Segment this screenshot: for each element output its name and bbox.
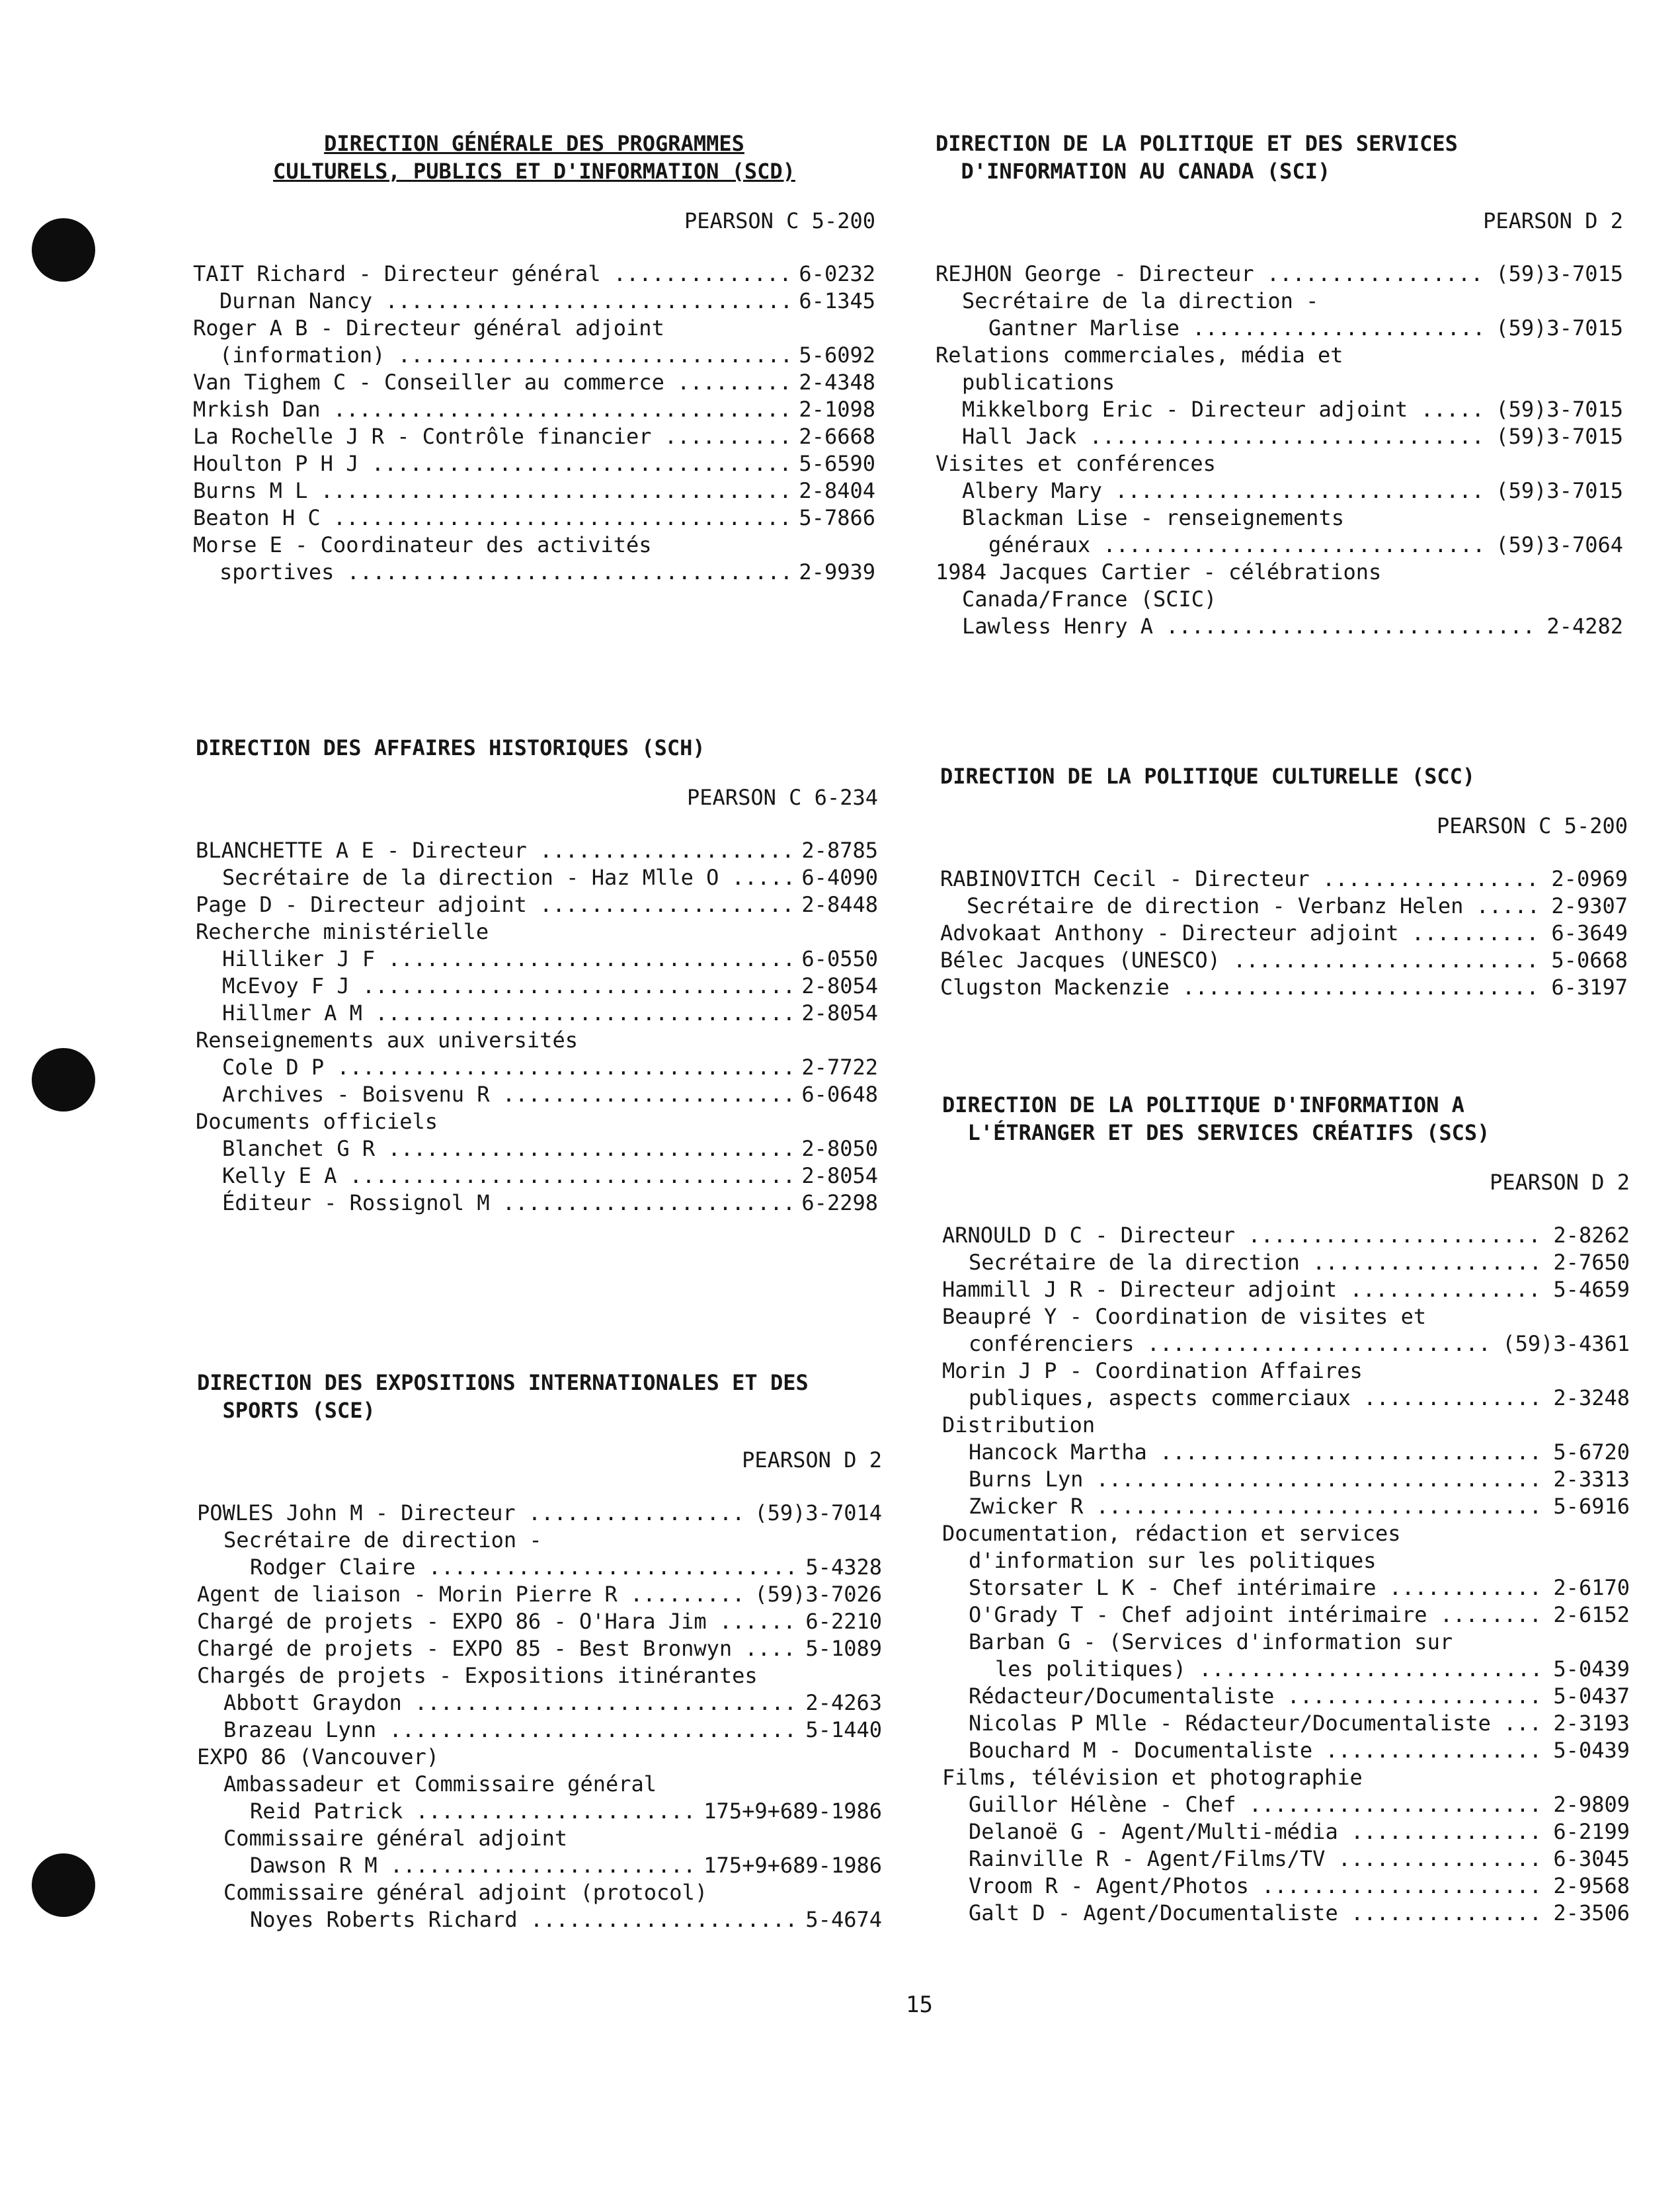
directory-entry [193, 505, 875, 532]
entry-name: Chargé de projets - EXPO 85 - Best Bronwyn ..... [197, 1635, 796, 1662]
directory-entry [196, 837, 878, 864]
entry-name: Brazeau Lynn ..... [223, 1717, 796, 1744]
directory-entry [193, 532, 875, 559]
page-number: 15 [906, 1992, 933, 2018]
directory-entry [193, 342, 875, 369]
entry-phone: 2-4282 [1546, 614, 1623, 639]
directory-entry [936, 559, 1623, 586]
directory-entry [936, 532, 1623, 559]
section-location: PEARSON D 2 [1483, 208, 1623, 233]
entry-name: Chargé de projets - EXPO 86 - O'Hara Jim ..... [197, 1608, 796, 1635]
directory-entry [196, 1027, 878, 1054]
section-title-text: DIRECTION DE LA POLITIQUE ET DES SERVICES [936, 131, 1458, 156]
directory-entry [942, 1791, 1630, 1818]
entry-phone: 6-3649 [1551, 920, 1628, 946]
directory-entry [942, 1818, 1630, 1845]
entry-name: POWLES John M - Directeur ..... [197, 1500, 745, 1527]
section-title-line [197, 1369, 882, 1397]
directory-entry [197, 1527, 882, 1554]
entry-phone: 2-6152 [1553, 1602, 1630, 1627]
entry-name: Abbott Graydon ..... [223, 1689, 796, 1717]
directory-entry [942, 1873, 1630, 1900]
entry-phone: 2-6170 [1553, 1575, 1630, 1600]
entry-name: Roger A B - Directeur général adjoint [193, 315, 664, 341]
directory-entry [196, 946, 878, 973]
entry-phone: 2-3193 [1553, 1711, 1630, 1736]
directory-entry [197, 1689, 882, 1717]
section-title-line [936, 130, 1623, 157]
entry-phone: (59)3-7015 [1496, 478, 1623, 503]
directory-entry [942, 1629, 1630, 1656]
section-location: PEARSON D 2 [1490, 1170, 1630, 1195]
entry-phone: 2-7722 [801, 1055, 878, 1080]
directory-entry [197, 1744, 882, 1771]
entry-phone: 2-8404 [799, 478, 875, 503]
entry-name: Secrétaire de direction - [223, 1527, 542, 1553]
section-title-text: DIRECTION DE LA POLITIQUE CULTURELLE (SCC) [940, 764, 1476, 789]
entry-phone: 5-1440 [805, 1717, 882, 1742]
directory-entry [942, 1764, 1630, 1791]
directory-entry [197, 1500, 882, 1527]
directory-entry [193, 477, 875, 505]
directory-entry [197, 1581, 882, 1608]
directory-entry [193, 369, 875, 396]
entry-phone: 5-0439 [1553, 1738, 1630, 1763]
entry-phone: 175+9+689-1986 [703, 1853, 882, 1878]
entry-name: Bouchard M - Documentaliste ..... [969, 1737, 1544, 1764]
directory-entry [942, 1303, 1630, 1330]
entry-phone: 2-9568 [1553, 1873, 1630, 1898]
entry-name: publiques, aspects commerciaux ..... [969, 1385, 1544, 1412]
entry-name: Cole D P ..... [222, 1054, 792, 1081]
entry-phone: (59)3-7015 [1496, 261, 1623, 286]
punch-hole-bottom [32, 1853, 95, 1917]
entry-name: sportives ..... [220, 559, 789, 586]
directory-entry [942, 1737, 1630, 1764]
entry-name: Guillor Hélène - Chef ..... [969, 1791, 1544, 1818]
entry-phone: 2-1098 [799, 397, 875, 422]
entry-name: Visites et conférences [936, 451, 1216, 476]
entry-phone: 2-8054 [801, 1000, 878, 1026]
directory-entry [193, 396, 875, 423]
entry-name: O'Grady T - Chef adjoint intérimaire ..... [969, 1601, 1544, 1629]
directory-entry [197, 1771, 882, 1798]
entry-phone: 2-4348 [799, 370, 875, 395]
directory-entry [940, 974, 1628, 1001]
section-title-line [936, 157, 1623, 185]
entry-name: Secrétaire de la direction - Haz Mlle O ..... [222, 864, 792, 891]
entry-phone: 2-8785 [801, 838, 878, 863]
entry-name: Hammill J R - Directeur adjoint ..... [942, 1276, 1544, 1303]
section-title-text: L'ÉTRANGER ET DES SERVICES CRÉATIFS (SCS) [942, 1120, 1490, 1145]
entry-name: Lawless Henry A ..... [962, 613, 1537, 640]
entry-phone: 2-0969 [1551, 866, 1628, 891]
entry-name: Albery Mary ..... [962, 477, 1486, 505]
directory-entry [942, 1249, 1630, 1276]
entry-name: Commissaire général adjoint [223, 1826, 568, 1851]
entry-name: Mrkish Dan ..... [193, 396, 789, 423]
directory-entry [942, 1547, 1630, 1574]
entry-name: Noyes Roberts Richard ..... [250, 1906, 796, 1933]
entry-name: Barban G - (Services d'information sur [969, 1629, 1453, 1654]
entry-name: publications [962, 370, 1115, 395]
entry-name: Houlton P H J ..... [193, 450, 789, 477]
entry-name: 1984 Jacques Cartier - célébrations [936, 559, 1382, 585]
directory-entry [942, 1385, 1630, 1412]
entry-phone: 5-6720 [1553, 1439, 1630, 1465]
entry-phone: 5-7866 [799, 505, 875, 530]
directory-entry [193, 261, 875, 288]
entry-name: Documentation, rédaction et services [942, 1521, 1401, 1546]
directory-entry [196, 1081, 878, 1108]
directory-entry [193, 423, 875, 450]
entry-name: Gantner Marlise ..... [988, 315, 1486, 342]
section-title-line [197, 1397, 882, 1424]
directory-entry [936, 315, 1623, 342]
section-title-text: DIRECTION DES AFFAIRES HISTORIQUES (SCH) [196, 735, 705, 760]
entry-name: Mikkelborg Eric - Directeur adjoint ..... [962, 396, 1486, 423]
entry-name: McEvoy F J ..... [222, 973, 792, 1000]
punch-hole-top [32, 218, 95, 282]
directory-entry [197, 1798, 882, 1825]
entry-name: Agent de liaison - Morin Pierre R ..... [197, 1581, 745, 1608]
entry-name: Hancock Martha ..... [969, 1439, 1544, 1466]
section-location: PEARSON D 2 [742, 1447, 882, 1473]
entry-name: Hillmer A M ..... [222, 1000, 792, 1027]
section-title-line [942, 1119, 1630, 1147]
directory-entry [942, 1574, 1630, 1601]
entry-name: Documents officiels [196, 1109, 438, 1134]
directory-entry [942, 1439, 1630, 1466]
entry-phone: 2-8448 [801, 892, 878, 917]
entry-phone: 5-4674 [805, 1907, 882, 1932]
directory-entry [197, 1554, 882, 1581]
entry-phone: 5-6916 [1553, 1494, 1630, 1519]
directory-entry [942, 1493, 1630, 1520]
section-title-line [196, 734, 878, 762]
entry-phone: 2-9939 [799, 559, 875, 585]
entry-name: Rodger Claire ..... [250, 1554, 796, 1581]
entry-name: Galt D - Agent/Documentaliste ..... [969, 1900, 1544, 1927]
entry-phone: 175+9+689-1986 [703, 1799, 882, 1824]
directory-entry [197, 1879, 882, 1906]
directory-entry [942, 1683, 1630, 1710]
section-title-text: DIRECTION DES EXPOSITIONS INTERNATIONALES ET DES [197, 1370, 809, 1395]
directory-entry [936, 613, 1623, 640]
entry-name: Burns M L ..... [193, 477, 789, 505]
entry-name: Distribution [942, 1412, 1096, 1437]
entry-name: Reid Patrick ..... [250, 1798, 694, 1825]
entry-name: Blackman Lise - renseignements [962, 505, 1344, 530]
entry-phone: (59)3-7015 [1496, 397, 1623, 422]
entry-name: les politiques) ..... [995, 1656, 1544, 1683]
entry-name: Secrétaire de la direction ..... [969, 1249, 1544, 1276]
entry-phone: 5-4328 [805, 1555, 882, 1580]
entry-phone: (59)3-7015 [1496, 424, 1623, 449]
punch-hole-middle [32, 1048, 95, 1112]
entry-name: Secrétaire de direction - Verbanz Helen ..... [967, 893, 1542, 920]
directory-entry [940, 920, 1628, 947]
section-scd [193, 130, 875, 586]
entry-phone: 5-6590 [799, 451, 875, 476]
section-title-text: CULTURELS, PUBLICS ET D'INFORMATION (SCD) [273, 159, 795, 184]
entry-name: Blanchet G R ..... [222, 1135, 792, 1162]
directory-entry [196, 918, 878, 946]
directory-entry [197, 1906, 882, 1933]
entry-name: Bélec Jacques (UNESCO) ..... [940, 947, 1542, 974]
section-title-line [193, 157, 875, 185]
entry-name: Hilliker J F ..... [222, 946, 792, 973]
directory-entry [942, 1520, 1630, 1547]
entry-phone: 2-6668 [799, 424, 875, 449]
directory-entry [197, 1717, 882, 1744]
directory-entry [942, 1412, 1630, 1439]
directory-entry [193, 315, 875, 342]
entry-phone: 6-2298 [801, 1190, 878, 1215]
section-title-text: DIRECTION GÉNÉRALE DES PROGRAMMES [324, 131, 744, 156]
entry-name: Dawson R M ..... [250, 1852, 694, 1879]
entry-name: Renseignements aux universités [196, 1028, 578, 1053]
directory-entry [196, 891, 878, 918]
entry-name: Canada/France (SCIC) [962, 587, 1217, 612]
directory-entry [942, 1357, 1630, 1385]
entry-phone: 5-0668 [1551, 948, 1628, 973]
section-title-line [942, 1091, 1630, 1119]
entry-name: Beaton H C ..... [193, 505, 789, 532]
section-scs [942, 1091, 1630, 1927]
directory-entry [942, 1276, 1630, 1303]
entry-phone: 6-3045 [1553, 1846, 1630, 1871]
directory-entry [196, 1108, 878, 1135]
entry-phone: 2-8050 [801, 1136, 878, 1161]
directory-entry [942, 1601, 1630, 1629]
directory-entry [197, 1608, 882, 1635]
section-location: PEARSON C 5-200 [684, 208, 875, 233]
entry-name: généraux ..... [988, 532, 1486, 559]
entry-name: Kelly E A ..... [222, 1162, 792, 1190]
entry-name: Vroom R - Agent/Photos ..... [969, 1873, 1544, 1900]
entry-name: Storsater L K - Chef intérimaire ..... [969, 1574, 1544, 1601]
entry-phone: (59)3-7015 [1496, 315, 1623, 341]
entry-name: Recherche ministérielle [196, 919, 489, 944]
directory-entry [196, 973, 878, 1000]
entry-name: Rainville R - Agent/Films/TV ..... [969, 1845, 1544, 1873]
entry-phone: 2-7650 [1553, 1250, 1630, 1275]
entry-phone: 6-0232 [799, 261, 875, 286]
section-title-text: D'INFORMATION AU CANADA (SCI) [936, 159, 1331, 184]
section-sci [936, 130, 1623, 640]
directory-entry [936, 261, 1623, 288]
entry-phone: 6-1345 [799, 288, 875, 313]
directory-entry [197, 1852, 882, 1879]
entry-phone: 5-0439 [1553, 1656, 1630, 1681]
section-sce [197, 1369, 882, 1933]
entry-name: RABINOVITCH Cecil - Directeur ..... [940, 866, 1542, 893]
entry-phone: 5-6092 [799, 343, 875, 368]
entry-name: BLANCHETTE A E - Directeur ..... [196, 837, 792, 864]
entry-name: conférenciers ..... [969, 1330, 1493, 1357]
entry-name: REJHON George - Directeur ..... [936, 261, 1486, 288]
entry-name: Nicolas P Mlle - Rédacteur/Documentaliste ..... [969, 1710, 1544, 1737]
section-scc [940, 762, 1628, 1001]
entry-phone: 2-3313 [1553, 1467, 1630, 1492]
directory-entry [936, 505, 1623, 532]
entry-name: Clugston Mackenzie ..... [940, 974, 1542, 1001]
directory-entry [942, 1222, 1630, 1249]
entry-phone: 2-9307 [1551, 893, 1628, 918]
entry-name: Morin J P - Coordination Affaires [942, 1358, 1363, 1383]
entry-name: Beaupré Y - Coordination de visites et [942, 1304, 1427, 1329]
directory-entry [940, 893, 1628, 920]
directory-entry [936, 396, 1623, 423]
directory-entry [197, 1635, 882, 1662]
entry-phone: 2-8054 [801, 973, 878, 998]
directory-entry [940, 866, 1628, 893]
entry-name: Page D - Directeur adjoint ..... [196, 891, 792, 918]
section-sch [196, 734, 878, 1217]
entry-phone: 6-4090 [801, 865, 878, 890]
entry-name: Archives - Boisvenu R ..... [222, 1081, 792, 1108]
directory-entry [196, 1054, 878, 1081]
entry-phone: 6-2210 [805, 1609, 882, 1634]
entry-name: d'information sur les politiques [969, 1548, 1377, 1573]
directory-entry [936, 586, 1623, 613]
entry-phone: (59)3-7014 [754, 1500, 882, 1525]
directory-entry [936, 288, 1623, 315]
entry-name: Zwicker R ..... [969, 1493, 1544, 1520]
entry-name: Ambassadeur et Commissaire général [223, 1771, 657, 1797]
entry-name: Van Tighem C - Conseiller au commerce ..... [193, 369, 789, 396]
section-title-text: DIRECTION DE LA POLITIQUE D'INFORMATION A [942, 1092, 1464, 1117]
directory-entry [196, 1190, 878, 1217]
directory-entry [196, 1135, 878, 1162]
directory-entry [193, 288, 875, 315]
directory-entry [942, 1330, 1630, 1357]
entry-phone: 2-8054 [801, 1163, 878, 1188]
directory-entry [936, 477, 1623, 505]
entry-name: (information) ..... [220, 342, 789, 369]
entry-phone: 2-4263 [805, 1690, 882, 1715]
entry-name: Advokaat Anthony - Directeur adjoint ..... [940, 920, 1542, 947]
directory-entry [196, 1162, 878, 1190]
entry-phone: (59)3-7064 [1496, 532, 1623, 557]
directory-entry [936, 342, 1623, 369]
directory-entry [196, 1000, 878, 1027]
entry-name: La Rochelle J R - Contrôle financier ..... [193, 423, 789, 450]
entry-name: Films, télévision et photographie [942, 1765, 1363, 1790]
entry-phone: 2-9809 [1553, 1792, 1630, 1817]
directory-entry [197, 1825, 882, 1852]
entry-name: EXPO 86 (Vancouver) [197, 1744, 440, 1769]
directory-entry [196, 864, 878, 891]
section-title-line [193, 130, 875, 157]
entry-phone: 2-3506 [1553, 1900, 1630, 1925]
directory-entry [942, 1710, 1630, 1737]
entry-name: Secrétaire de la direction - [962, 288, 1319, 313]
entry-phone: 6-0550 [801, 946, 878, 971]
entry-name: Hall Jack ..... [962, 423, 1486, 450]
directory-entry [197, 1662, 882, 1689]
directory-entry [942, 1466, 1630, 1493]
entry-phone: 6-0648 [801, 1082, 878, 1107]
directory-entry [942, 1900, 1630, 1927]
directory-entry [936, 450, 1623, 477]
entry-phone: 2-3248 [1553, 1385, 1630, 1410]
directory-entry [942, 1656, 1630, 1683]
entry-phone: (59)3-4361 [1502, 1331, 1630, 1356]
entry-phone: (59)3-7026 [754, 1582, 882, 1607]
section-title-line [940, 762, 1628, 790]
entry-name: Relations commerciales, média et [936, 343, 1343, 368]
entry-name: ARNOULD D C - Directeur ..... [942, 1222, 1544, 1249]
entry-name: Chargés de projets - Expositions itinérantes [197, 1663, 758, 1688]
entry-name: Morse E - Coordinateur des activités [193, 532, 652, 557]
directory-entry [936, 369, 1623, 396]
entry-name: Commissaire général adjoint (protocol) [223, 1880, 708, 1905]
section-title-text: SPORTS (SCE) [197, 1398, 376, 1423]
entry-phone: 5-1089 [805, 1636, 882, 1661]
entry-name: Éditeur - Rossignol M ..... [222, 1190, 792, 1217]
entry-phone: 5-0437 [1553, 1683, 1630, 1709]
directory-entry [193, 559, 875, 586]
directory-entry [942, 1845, 1630, 1873]
entry-phone: 6-3197 [1551, 975, 1628, 1000]
entry-name: Durnan Nancy ..... [220, 288, 789, 315]
entry-phone: 2-8262 [1553, 1223, 1630, 1248]
directory-entry [193, 450, 875, 477]
entry-name: Burns Lyn ..... [969, 1466, 1544, 1493]
entry-name: TAIT Richard - Directeur général ..... [193, 261, 789, 288]
entry-phone: 6-2199 [1553, 1819, 1630, 1844]
entry-name: Rédacteur/Documentaliste ..... [969, 1683, 1544, 1710]
section-location: PEARSON C 5-200 [1437, 813, 1628, 838]
directory-entry [936, 423, 1623, 450]
entry-name: Delanoë G - Agent/Multi-média ..... [969, 1818, 1544, 1845]
directory-entry [940, 947, 1628, 974]
entry-phone: 5-4659 [1553, 1277, 1630, 1302]
section-location: PEARSON C 6-234 [687, 785, 878, 810]
